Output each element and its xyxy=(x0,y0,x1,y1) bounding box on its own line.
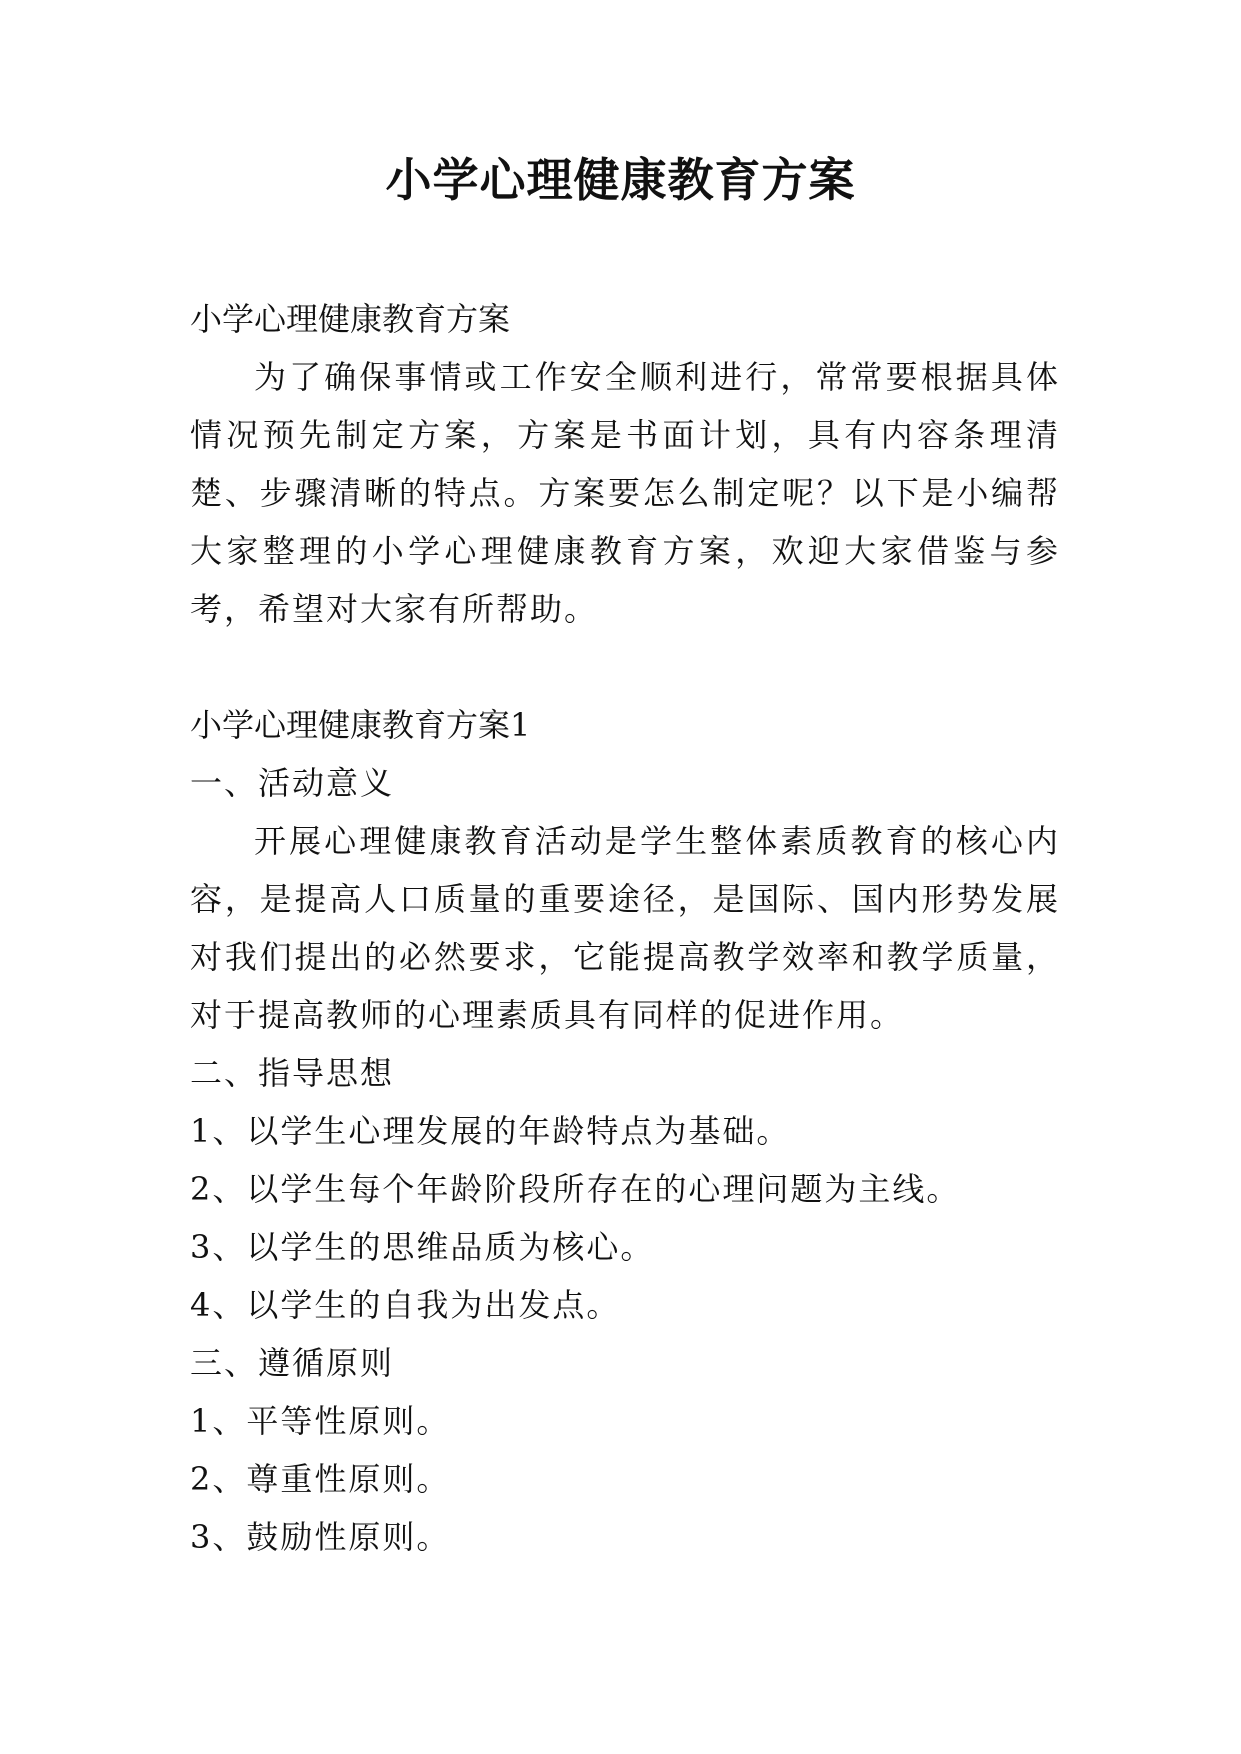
document-body xyxy=(190,290,1060,1566)
guide-item: 3、以学生的思维品质为核心。 xyxy=(190,1228,655,1266)
principle-item: 2、尊重性原则。 xyxy=(190,1460,451,1498)
document-title: 小学心理健康教育方案 xyxy=(385,153,856,207)
heading-principles: 三、遵循原则 xyxy=(190,1344,395,1382)
document-subtitle: 小学心理健康教育方案 xyxy=(190,300,511,338)
paragraph-spacer xyxy=(190,638,1060,696)
guide-item: 2、以学生每个年龄阶段所存在的心理问题为主线。 xyxy=(190,1170,961,1208)
intro-paragraph: 为了确保事情或工作安全顺利进行，常常要根据具体情况预先制定方案，方案是书面计划，具有内容条理清楚、步骤清晰的特点。方案要怎么制定呢？以下是小编帮大家整理的小学心理健康教育方案，欢迎大家借鉴与参考，希望对大家有所帮助。 xyxy=(190,358,1060,628)
principle-item: 1、平等性原则。 xyxy=(190,1402,451,1440)
principle-item: 3、鼓励性原则。 xyxy=(190,1518,451,1556)
heading-guiding-ideology: 二、指导思想 xyxy=(190,1054,395,1092)
guide-item: 4、以学生的自我为出发点。 xyxy=(190,1286,621,1324)
heading-activity-meaning: 一、活动意义 xyxy=(190,764,395,802)
section-title: 小学心理健康教育方案1 xyxy=(190,706,531,744)
activity-meaning-paragraph: 开展心理健康教育活动是学生整体素质教育的核心内容，是提高人口质量的重要途径，是国际、国内形势发展对我们提出的必然要求，它能提高教学效率和教学质量，对于提高教师的心理素质具有同样的促进作用。 xyxy=(190,822,1060,1034)
guide-item: 1、以学生心理发展的年龄特点为基础。 xyxy=(190,1112,791,1150)
